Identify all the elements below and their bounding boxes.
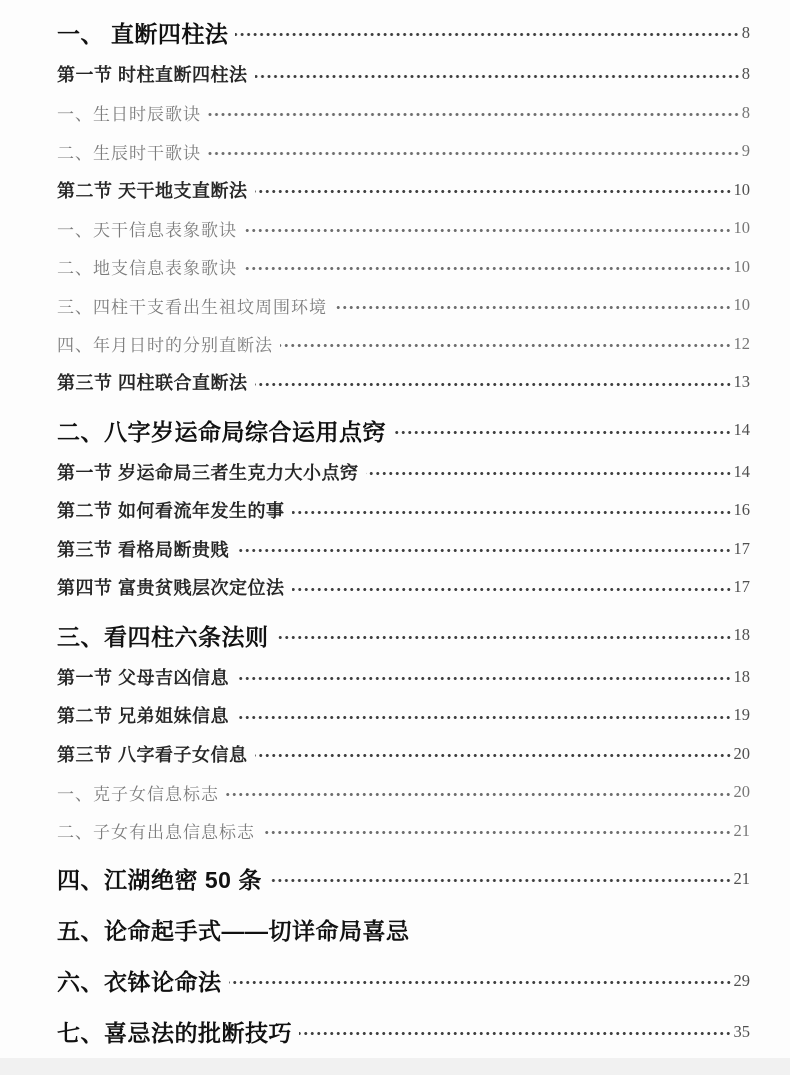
toc-entry-page-number: 19 — [733, 705, 750, 725]
dot-leader — [235, 31, 739, 38]
dot-leader — [299, 1030, 732, 1037]
dot-leader — [208, 150, 740, 157]
toc-entry-label: 一、生日时辰歌诀 — [57, 105, 201, 125]
toc-entry-page-number: 21 — [733, 868, 750, 888]
toc-entry-section[interactable] — [57, 658, 750, 697]
toc-entry-label: 二、生辰时干歌诀 — [57, 143, 201, 163]
toc-entry-label: 一、 直断四柱法 — [57, 21, 229, 47]
dot-leader — [244, 227, 732, 234]
dot-leader — [255, 188, 732, 195]
toc-entry-page-number: 12 — [733, 333, 750, 353]
toc-entry-item[interactable] — [57, 248, 750, 287]
toc-entry-label: 二、子女有出息信息标志 — [57, 823, 255, 843]
toc-entry-page-number: 18 — [733, 666, 750, 686]
dot-leader — [229, 979, 732, 986]
toc-entry-chapter[interactable] — [57, 4, 750, 55]
toc-entry-item[interactable] — [57, 94, 750, 133]
toc-entry-label: 第四节 富贵贫贱层次定位法 — [57, 578, 285, 599]
dot-leader — [292, 586, 732, 593]
toc-entry-label: 第二节 兄弟姐妹信息 — [57, 706, 230, 727]
toc-entry-label: 四、江湖绝密 50 条 — [57, 867, 262, 893]
toc-entry-label: 二、八字岁运命局综合运用点窍 — [57, 418, 386, 445]
toc-entry-section[interactable] — [57, 171, 750, 210]
toc-entry-section[interactable] — [57, 735, 750, 774]
toc-entry-section[interactable] — [57, 363, 750, 402]
toc-entry-page-number: 10 — [733, 256, 750, 276]
toc-entry-page-number: 16 — [733, 500, 750, 520]
toc-entry-label: 五、论命起手式——切详命局喜忌 — [57, 918, 410, 944]
toc-entry-item[interactable] — [57, 209, 750, 248]
toc-entry-page-number: 14 — [733, 420, 750, 439]
toc-entry-chapter[interactable] — [57, 850, 750, 901]
toc-entry-page-number: 20 — [733, 743, 750, 763]
toc-entry-item[interactable] — [57, 812, 750, 851]
toc-entry-page-number: 8 — [741, 22, 750, 42]
dot-leader — [236, 675, 731, 682]
dot-leader — [276, 634, 732, 641]
dot-leader — [269, 877, 732, 884]
toc-entry-item[interactable] — [57, 325, 750, 364]
toc-entry-section[interactable] — [57, 491, 750, 530]
toc-entry-label: 六、衣钵论命法 — [57, 969, 222, 995]
dot-leader — [262, 829, 732, 836]
toc-entry-label: 一、天干信息表象歌诀 — [57, 220, 237, 240]
toc-entry-section[interactable] — [57, 530, 750, 569]
toc-entry-page-number: 18 — [733, 625, 750, 644]
toc-entry-item[interactable] — [57, 773, 750, 812]
toc-entry-item[interactable] — [57, 132, 750, 171]
toc-entry-section[interactable] — [57, 55, 750, 94]
toc-entry-label: 第一节 父母吉凶信息 — [57, 667, 230, 688]
toc-entry-page-number: 17 — [733, 538, 750, 558]
dot-leader — [236, 714, 731, 721]
toc-entry-section[interactable] — [57, 453, 750, 492]
dot-leader — [255, 73, 740, 80]
dot-leader — [244, 265, 732, 272]
toc-entry-label: 第二节 如何看流年发生的事 — [57, 501, 285, 522]
toc-entry-section[interactable] — [57, 568, 750, 607]
dot-leader — [226, 791, 732, 798]
toc-entry-label: 七、喜忌法的批断技巧 — [57, 1020, 292, 1046]
toc-entry-page-number: 8 — [741, 64, 750, 84]
toc-entry-label: 二、地支信息表象歌诀 — [57, 259, 237, 279]
dot-leader — [393, 429, 732, 436]
toc-entry-chapter[interactable] — [57, 402, 750, 453]
toc-entry-label: 第三节 八字看子女信息 — [57, 744, 248, 765]
page-bottom-edge — [0, 1058, 790, 1075]
dot-leader — [292, 509, 732, 516]
toc-entry-page-number: 20 — [733, 782, 750, 802]
toc-entry-page-number: 9 — [741, 141, 750, 161]
toc-entry-page-number: 10 — [733, 218, 750, 238]
toc-entry-page-number: 17 — [733, 577, 750, 597]
toc-entry-page-number: 14 — [733, 461, 750, 481]
toc-entry-label: 四、年月日时的分别直断法 — [57, 336, 273, 356]
toc-entry-section[interactable] — [57, 696, 750, 735]
dot-leader — [236, 547, 731, 554]
toc-entry-page-number: 35 — [733, 1021, 750, 1041]
dot-leader — [208, 111, 740, 118]
toc-entry-chapter[interactable] — [57, 952, 750, 1003]
toc-entry-label: 第一节 岁运命局三者生克力大小点窍 — [57, 462, 359, 483]
toc-entry-label: 第三节 看格局断贵贱 — [57, 539, 230, 560]
toc-entry-label: 第三节 四柱联合直断法 — [57, 373, 248, 394]
toc-entry-page-number: 13 — [733, 372, 750, 392]
dot-leader — [280, 342, 732, 349]
toc-entry-page-number: 8 — [741, 102, 750, 122]
toc-entry-label: 三、看四柱六条法则 — [57, 623, 269, 650]
dot-leader — [366, 470, 732, 477]
toc-entry-page-number: 21 — [733, 820, 750, 840]
toc-entry-label: 一、克子女信息标志 — [57, 784, 219, 804]
dot-leader — [334, 304, 732, 311]
toc-entry-page-number: 10 — [733, 179, 750, 199]
dot-leader — [255, 381, 732, 388]
toc-entry-page-number: 10 — [733, 295, 750, 315]
toc-entry-item[interactable] — [57, 286, 750, 325]
toc-entry-page-number: 29 — [733, 970, 750, 990]
toc-entry-chapter[interactable] — [57, 607, 750, 658]
toc-entry-chapter[interactable] — [57, 1003, 750, 1054]
toc-entry-label: 三、四柱干支看出生祖坟周围环境 — [57, 297, 327, 317]
toc-entry-label: 第二节 天干地支直断法 — [57, 180, 248, 201]
toc-entry-label: 第一节 时柱直断四柱法 — [57, 65, 248, 86]
dot-leader — [255, 752, 732, 759]
toc-entry-chapter[interactable] — [57, 901, 750, 952]
